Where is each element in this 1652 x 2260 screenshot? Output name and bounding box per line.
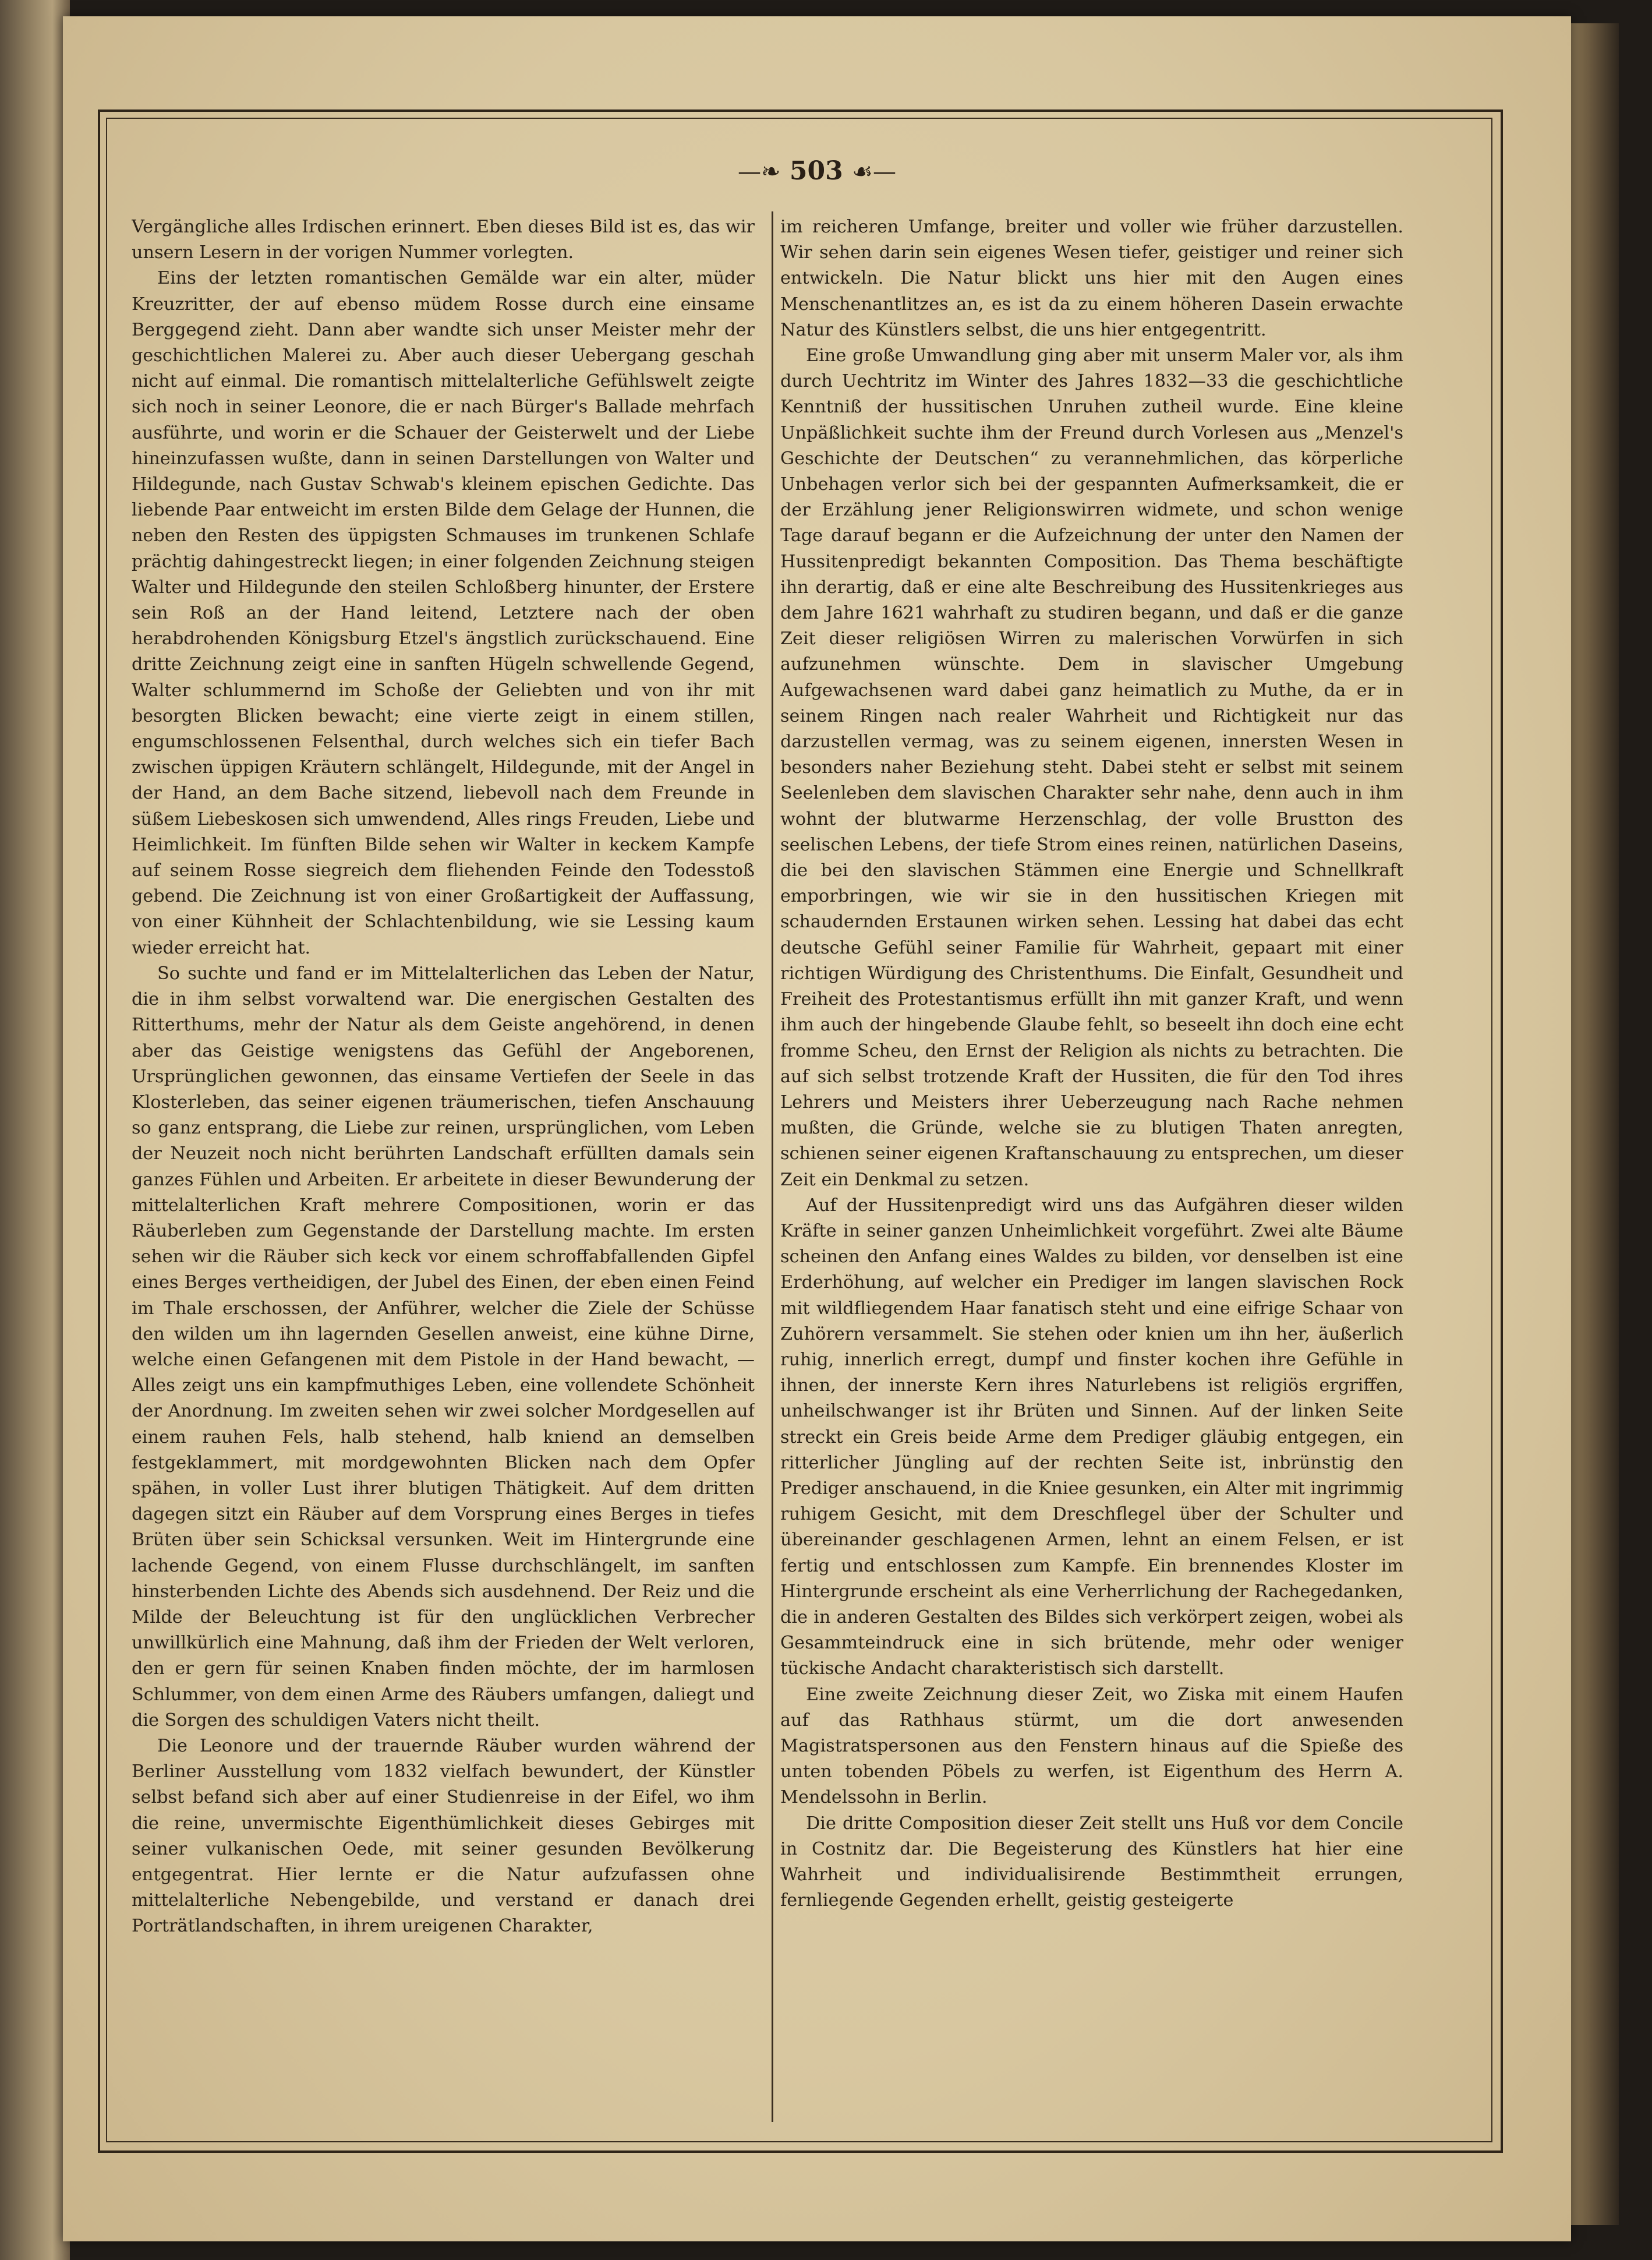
column-divider: [772, 211, 773, 2122]
paragraph: Eine große Umwandlung ging aber mit unserm Maler vor, als ihm durch Uechtritz im Winter des Jahres 1832—33 die geschichtliche Kenntniß der hussitischen Unruhen zutheil wurde. Eine kleine Unpäßlichkeit suchte ihm der Freund durch Vorlesen aus „Menzel's Geschichte der Deutschen“ zu verannehmlichen, das körperliche Unbehagen verlor sich bei der gespannten Aufmerksamkeit, die er der Erzählung jener Religionswirren widmete, und schon wenige Tage darauf begann er die Aufzeichnung der unter den Namen der Hussitenpredigt bekannten Composition. Das Thema beschäftigte ihn derartig, daß er eine alte Beschreibung des Hussitenkrieges aus dem Jahre 1621 wahrhaft zu studiren begann, und daß er die ganze Zeit dieser religiösen Wirren zu malerischen Vorwürfen in sich aufzunehmen wünschte. Dem in slavischer Umgebung Aufgewachsenen ward dabei ganz heimatlich zu Muthe, da er in seinem Ringen nach realer Wahrheit und Richtigkeit nur das darzustellen vermag, was zu seinem eigenen, innersten Wesen in besonders naher Beziehung steht. Dabei steht er selbst mit seinem Seelenleben dem slavischen Charakter sehr nahe, denn auch in ihm wohnt der blutwarme Herzenschlag, der volle Brustton des seelischen Lebens, der tiefe Strom eines reinen, natürlichen Daseins, die bei den slavischen Stämmen eine Energie und Schnellkraft emporbringen, wie wir sie in den hussitischen Kriegen mit schaudernden Erstaunen wirken sehen. Lessing hat dabei das echt deutsche Gefühl seiner Familie für Wahrheit, gepaart mit einer richtigen Würdigung des Christenthums. Die Einfalt, Gesundheit und Freiheit des Protestantismus erfüllt ihn mit ganzer Kraft, und wenn ihm auch der hingebende Glaube fehlt, so beseelt ihn doch eine echt fromme Scheu, den Ernst der Religion als nichts zu betrachten. Die auf sich selbst trotzende Kraft der Hussiten, die für den Tod ihres Lehrers und Meisters ihrer Ueberzeugung nach Rache nehmen mußten, die Gründe, welche sie zu blutigen Thaten anregten, schienen seiner eigenen Kraftanschauung zu entsprechen, um dieser Zeit ein Denkmal zu setzen.: [780, 345, 1403, 1190]
paragraph: Vergängliche alles Irdischen erinnert. Eben dieses Bild ist es, das wir unsern Lesern in der vorigen Nummer vorlegten.: [132, 217, 755, 263]
ornament-right: ☙—: [852, 158, 896, 185]
ornament-left: —❧: [738, 158, 781, 185]
right-column: [780, 214, 1403, 2131]
left-column: [132, 214, 755, 2131]
page-number: 503: [789, 156, 843, 186]
paragraph: im reicheren Umfange, breiter und voller wie früher darzustellen. Wir sehen darin sein eigenes Wesen tiefer, geistiger und reiner sich entwickeln. Die Natur blickt uns hier mit den Augen eines Menschenantlitzes an, es ist da zu einem höheren Dasein erwachte Natur des Künstlers selbst, die uns hier entgegentritt.: [780, 217, 1403, 340]
paragraph: Eine zweite Zeichnung dieser Zeit, wo Ziska mit einem Haufen auf das Rathhaus stürmt, um die dort anwesenden Magistratspersonen aus den Fenstern hinaus auf die Spieße des unten tobenden Pöbels zu werfen, ist Eigenthum des Herrn A. Mendelssohn in Berlin.: [780, 1684, 1403, 1808]
paragraph: Eins der letzten romantischen Gemälde war ein alter, müder Kreuzritter, der auf ebenso müdem Rosse durch eine einsame Berggegend zieht. Dann aber wandte sich unser Meister mehr der geschichtlichen Malerei zu. Aber auch dieser Uebergang geschah nicht auf einmal. Die romantisch mittelalterliche Gefühlswelt zeigte sich noch in seiner Leonore, die er nach Bürger's Ballade mehrfach ausführte, und worin er die Schauer der Geisterwelt und der Liebe hineinzufassen wußte, dann in seinen Darstellungen von Walter und Hildegunde, nach Gustav Schwab's kleinem epischen Gedichte. Das liebende Paar entweicht im ersten Bilde dem Gelage der Hunnen, die neben den Resten des üppigsten Schmauses im trunkenen Schlafe prächtig dahingestreckt liegen; in einer folgenden Zeichnung steigen Walter und Hildegunde den steilen Schloßberg hinunter, der Erstere sein Roß an der Hand leitend, Letztere nach der oben herabdrohenden Königsburg Etzel's ängstlich zurückschauend. Eine dritte Zeichnung zeigt eine in sanften Hügeln schwellende Gegend, Walter schlummernd im Schoße der Geliebten und von ihr mit besorgten Blicken bewacht; eine vierte zeigt in einem stillen, engumschlossenen Felsenthal, durch welches sich ein tiefer Bach zwischen üppigen Kräutern schlängelt, Hildegunde, mit der Angel in der Hand, an dem Bache sitzend, liebevoll nach dem Freunde in süßem Liebeskosen sich umwendend, Alles rings Freuden, Liebe und Heimlichkeit. Im fünften Bilde sehen wir Walter in keckem Kampfe auf seinem Rosse siegreich dem fliehenden Feinde den Todesstoß gebend. Die Zeichnung ist von einer Großartigkeit der Auffassung, von einer Kühnheit der Schlachtenbildung, wie sie Lessing kaum wieder erreicht hat.: [132, 268, 755, 958]
left-page-edge: [0, 0, 70, 2260]
paragraph: Die dritte Composition dieser Zeit stellt uns Huß vor dem Concile in Costnitz dar. Die Begeisterung des Künstlers hat hier eine Wahrheit und individualisirende Bestimmtheit errungen, fernliegende Gegenden erhellt, geistig gesteigerte: [780, 1813, 1403, 1911]
page-header: [63, 156, 1571, 197]
paragraph: Auf der Hussitenpredigt wird uns das Aufgähren dieser wilden Kräfte in seiner ganzen Unheimlichkeit vorgeführt. Zwei alte Bäume scheinen den Anfang eines Waldes zu bilden, vor denselben ist eine Erderhöhung, auf welcher ein Prediger im langen slavischen Rock mit wildfliegendem Haar fanatisch steht und eine eifrige Schaar von Zuhörern versammelt. Sie stehen oder knien um ihn her, äußerlich ruhig, innerlich erregt, dumpf und finster kochen ihre Gefühle in ihnen, der innerste Kern ihres Naturlebens ist religiös ergriffen, unheilschwanger ist ihr Brüten und Sinnen. Auf der linken Seite streckt ein Greis beide Arme dem Prediger gläubig entgegen, ein ritterlicher Jüngling auf der rechten Seite ist, inbrünstig den Prediger anschauend, in die Kniee gesunken, ein Alter mit ingrimmig ruhigem Gesicht, mit dem Dreschflegel über der Schulter und übereinander geschlagenen Armen, lehnt an einem Felsen, er ist fertig und entschlossen zum Kampfe. Ein brennendes Kloster im Hintergrunde erscheint als eine Verherrlichung der Rachegedanken, die in anderen Gestalten des Bildes sich verkörpert zeigen, wobei als Gesammteindruck eine in sich brütende, mehr oder weniger tückische Andacht charakteristisch sich darstellt.: [780, 1195, 1403, 1679]
paragraph: Die Leonore und der trauernde Räuber wurden während der Berliner Ausstellung vom 1832 vielfach bewundert, der Künstler selbst befand sich aber auf einer Studienreise in der Eifel, wo ihm die reine, unvermischte Eigenthümlichkeit dieses Gebirges mit seiner vulkanischen Oede, mit seiner gesunden Bevölkerung entgegentrat. Hier lernte er die Natur aufzufassen ohne mittelalterliche Nebengebilde, und verstand er danach drei Porträtlandschaften, in ihrem ureigenen Charakter,: [132, 1735, 755, 1937]
paragraph: So suchte und fand er im Mittelalterlichen das Leben der Natur, die in ihm selbst vorwaltend war. Die energischen Gestalten des Ritterthums, mehr der Natur als dem Geiste angehörend, in denen aber das Geistige wenigstens das Gefühl der Angeborenen, Ursprünglichen gewonnen, das einsame Vertiefen der Seele in das Klosterleben, das seiner eigenen träumerischen, tiefen Anschauung so ganz entsprang, die Liebe zur reinen, ursprünglichen, vom Leben der Neuzeit noch nicht berührten Landschaft erfüllten damals sein ganzes Fühlen und Arbeiten. Er arbeitete in dieser Bewunderung der mittelalterlichen Kraft mehrere Compositionen, worin er das Räuberleben zum Gegenstande der Darstellung machte. Im ersten sehen wir die Räuber sich keck vor einem schroffabfallenden Gipfel eines Berges vertheidigen, der Jubel des Einen, der eben einen Feind im Thale erschossen, der Anführer, welcher die Ziele der Schüsse den wilden um ihn lagernden Gesellen anweist, eine kühne Dirne, welche einen Gefangenen mit dem Pistole in der Hand bewacht, — Alles zeigt uns ein kampfmuthiges Leben, eine vollendete Schönheit der Anordnung. Im zweiten sehen wir zwei solcher Mordgesellen auf einem rauhen Fels, halb stehend, halb kniend an demselben festgeklammert, mit mordgewohnten Blicken nach dem Opfer spähen, in voller Lust ihrer blutigen Thätigkeit. Auf dem dritten dagegen sitzt ein Räuber auf dem Vorsprung eines Berges in tiefes Brüten über sein Schicksal versunken. Weit im Hintergrunde eine lachende Gegend, von einem Flusse durchschlängelt, im sanften hinsterbenden Lichte des Abends sich ausdehnend. Der Reiz und die Milde der Beleuchtung ist für den unglücklichen Verbrecher unwillkürlich eine Mahnung, daß ihm der Frieden der Welt verloren, den er gern für seinen Knaben finden möchte, der im harmlosen Schlummer, von dem einen Arme des Räubers umfangen, daliegt und die Sorgen des schuldigen Vaters nicht theilt.: [132, 963, 755, 1731]
book-page: [63, 16, 1571, 2241]
